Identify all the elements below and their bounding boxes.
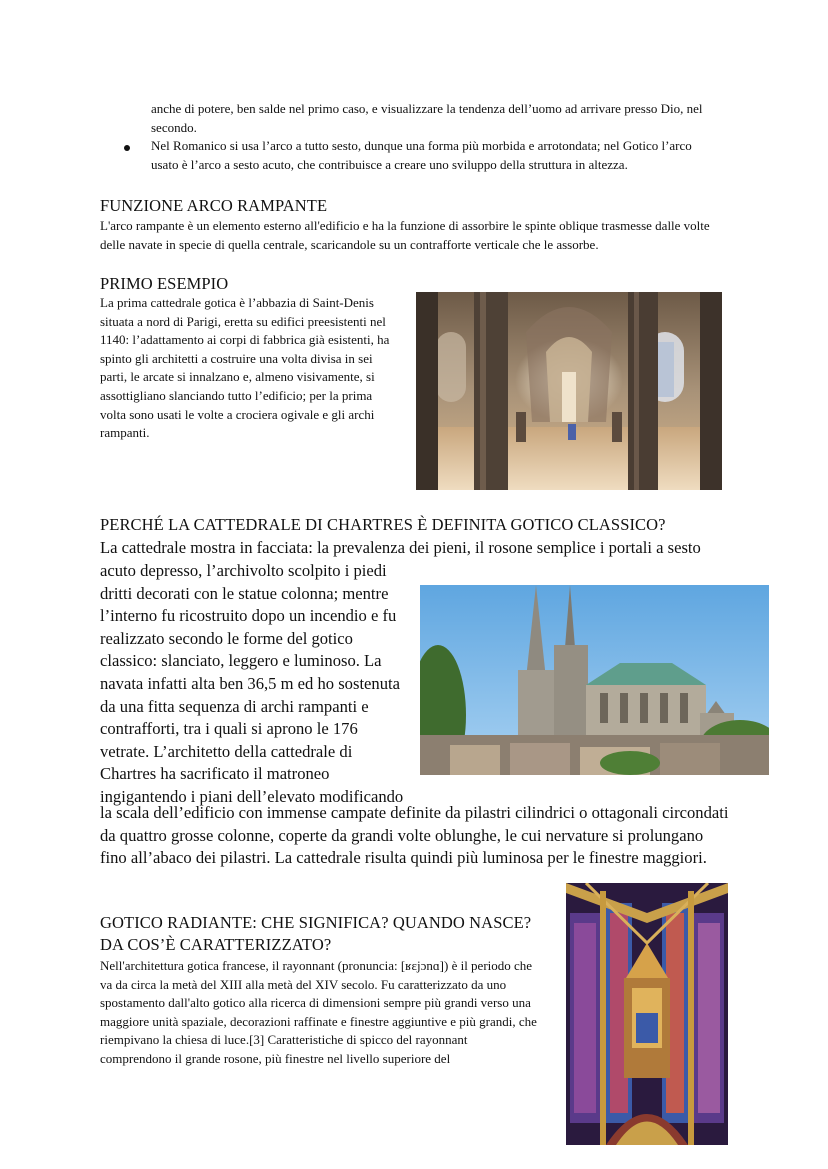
chartres-text-line1: La cattedrale mostra in facciata: la prevalenza dei pieni, il rosone semplice i portali a sesto <box>100 538 701 557</box>
arco-heading: FUNZIONE ARCO RAMPANTE <box>100 196 328 215</box>
saint-denis-interior-photo <box>416 292 722 490</box>
bullet-dot <box>124 145 130 151</box>
sainte-chapelle-photo <box>566 883 728 1145</box>
chartres-cathedral-illustration <box>420 585 769 775</box>
saint-denis-interior-illustration <box>416 292 722 490</box>
chartres-text-rest: la scala dell’edificio con immense campate definite da pilastri cilindrici o ottagonali circondati da quattro grosse colonne, coperte da grandi volte oblunghe, le cui nervature si prolungano fino all’abaco dei pilastri. La cattedrale risulta quindi più luminosa per le finestre maggiori. <box>100 803 729 868</box>
primo-text: La prima cattedrale gotica è l’abbazia di Saint-Denis situata a nord di Parigi, eretta su edifici preesistenti nel 1140: l’adattamento ai corpi di fabbrica già esistenti, ha spinto gli architetti a costruire una volta divisa in sei parti, le arcate si innalzano e, almeno visivamente, si assottigliano slanciando tutto l’edificio; per la prima volta sono usati le volte a crociera ogivale e gli archi rampanti. <box>100 295 390 441</box>
chartres-heading: PERCHÉ LA CATTEDRALE DI CHARTRES È DEFINITA GOTICO CLASSICO? <box>100 515 666 534</box>
intro-bullet-text: Nel Romanico si usa l’arco a tutto sesto, dunque una forma più morbida e arrotondata; nel Gotico l’arco usato è l’arco a sesto acuto, che contribuisce a creare uno sviluppo della struttura in altezza. <box>151 138 692 172</box>
radiante-heading-line1: GOTICO RADIANTE: CHE SIGNIFICA? QUANDO NASCE? <box>100 913 532 932</box>
chartres-cathedral-photo <box>420 585 769 775</box>
radiante-heading-line2: DA COS’È CARATTERIZZATO? <box>100 935 332 954</box>
radiante-text: Nell'architettura gotica francese, il rayonnant (pronuncia: [ʁɛjɔnɑ]) è il periodo che va da circa la metà del XIII alla metà del XIV secolo. Fu caratterizzato da uno spostamento dall'alto gotico alla ricerca di dimensioni sempre più grandi verso una maggiore unità spaziale, decorazioni raffinate e finestre aggiuntive e più grandi, che riempivano la chiesa di luce.[3] Caratteristiche di spicco del rayonnant comprendono il grande rosone, più finestre nel livello superiore del <box>100 958 537 1066</box>
chartres-text-wrap: acuto depresso, l’archivolto scolpito i piedi dritti decorati con le statue colonna; mentre l’interno fu ricostruito dopo un incendio e fu realizzato secondo le forme del gotico classico: slanciato, leggero e luminoso. La navata infatti alta ben 36,5 m ed ho sostenuta da una fitta sequenza di archi rampanti e contrafforti, tra i quali si aprono le 176 vetrate. L’architetto della cattedrale di Chartres ha sacrificato il matroneo ingigantendo i piani dell’elevato modificando <box>100 561 404 806</box>
intro-continuation-text: anche di potere, ben salde nel primo caso, e visualizzare la tendenza dell’uomo ad arrivare presso Dio, nel secondo. <box>151 101 703 135</box>
arco-text: L'arco rampante è un elemento esterno all'edificio e ha la funzione di assorbire le spinte oblique trasmesse dalle volte delle navate in specie di quella centrale, scaricandole su un contrafforte verticale che le assorbe. <box>100 218 710 252</box>
primo-heading: PRIMO ESEMPIO <box>100 274 229 293</box>
sainte-chapelle-illustration <box>566 883 728 1145</box>
